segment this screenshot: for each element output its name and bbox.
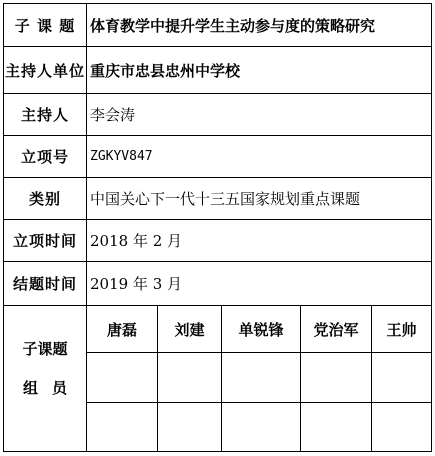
member-empty-cell xyxy=(87,403,158,451)
row-completion-date xyxy=(4,262,431,306)
project-number-value: ZGKYV847 xyxy=(90,149,153,164)
completion-date-value: 2019 年 3 月 xyxy=(90,275,183,293)
members-grid xyxy=(87,306,431,451)
member-empty-cell xyxy=(372,403,431,451)
members-label-line2: 组员 xyxy=(22,379,81,397)
subtopic-label: 子 课 题 xyxy=(4,4,87,46)
category-label: 类别 xyxy=(4,178,87,219)
member-empty-cell xyxy=(158,353,222,403)
member-empty-cell xyxy=(222,403,301,451)
completion-date-label: 结题时间 xyxy=(4,262,87,305)
members-label-line1: 子课题 xyxy=(22,340,68,358)
row-subtopic xyxy=(4,4,431,47)
member-name: 刘建 xyxy=(158,306,222,353)
project-number-label: 立项号 xyxy=(4,136,87,177)
project-info-form xyxy=(3,3,432,452)
member-name: 单锐锋 xyxy=(222,306,301,353)
host-unit-value: 重庆市忠县忠州中学校 xyxy=(90,61,241,80)
row-category xyxy=(4,178,431,220)
member-name: 唐磊 xyxy=(87,306,158,353)
host-value: 李会涛 xyxy=(90,106,136,124)
row-host-unit xyxy=(4,47,431,94)
member-empty-cell xyxy=(301,403,372,451)
row-project-number xyxy=(4,136,431,178)
member-empty-cell xyxy=(372,353,431,403)
host-unit-label: 主持人单位 xyxy=(4,47,87,93)
approval-date-label: 立项时间 xyxy=(4,220,87,261)
member-empty-cell xyxy=(87,353,158,403)
member-empty-cell xyxy=(158,403,222,451)
members-label xyxy=(4,306,87,451)
member-empty-cell xyxy=(222,353,301,403)
row-approval-date xyxy=(4,220,431,262)
host-label: 主持人 xyxy=(4,94,87,135)
member-name: 王帅 xyxy=(372,306,431,353)
category-value: 中国关心下一代十三五国家规划重点课题 xyxy=(90,190,361,208)
members-section xyxy=(4,306,431,451)
row-host xyxy=(4,94,431,136)
member-empty-cell xyxy=(301,353,372,403)
approval-date-value: 2018 年 2 月 xyxy=(90,232,183,250)
subtopic-value: 体育教学中提升学生主动参与度的策略研究 xyxy=(90,16,376,35)
member-name: 党治军 xyxy=(301,306,372,353)
